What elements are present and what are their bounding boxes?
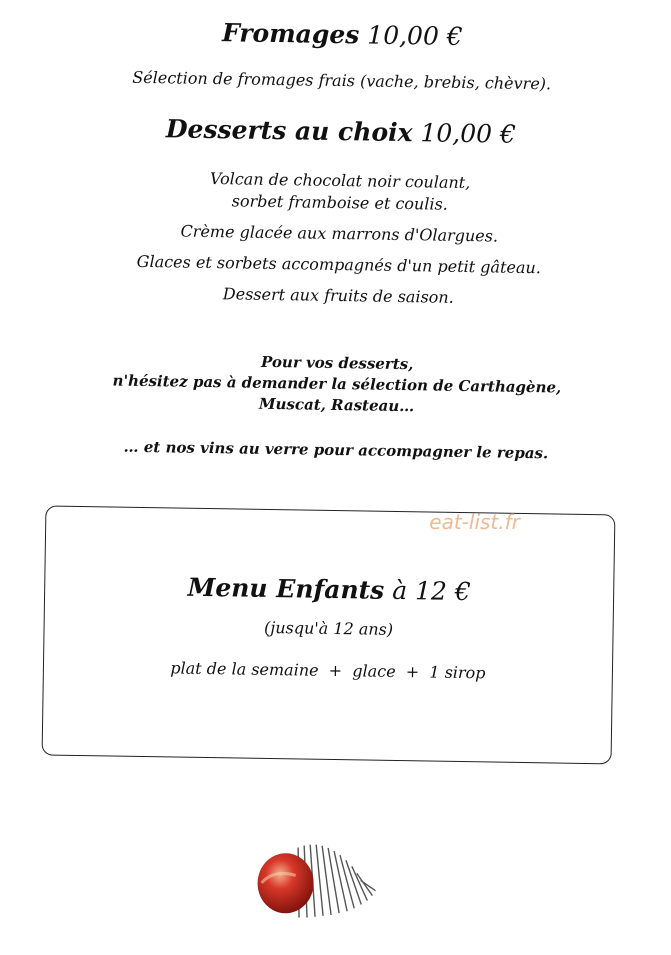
kids-menu-content: plat de la semaine + glace + 1 sirop	[170, 658, 486, 683]
kids-menu-box	[42, 505, 616, 764]
dessert-item: Volcan de chocolat noir coulant,	[209, 169, 471, 193]
desserts-heading	[5, 112, 671, 152]
fromages-price: 10,00 €	[367, 20, 463, 51]
desserts-list	[3, 165, 671, 313]
fromages-heading	[7, 15, 671, 55]
kids-menu-age-limit: (jusqu'à 12 ans)	[263, 617, 394, 639]
note-line: n'hésitez pas à demander la sélection de Carthagène,	[112, 371, 562, 397]
red-fruit-fan-logo-icon	[255, 839, 380, 925]
dessert-item: Glaces et sorbets accompagnés d'un petit gâteau.	[136, 251, 542, 278]
desserts-title: Desserts au choix	[165, 114, 413, 148]
desserts-price: 10,00 €	[420, 118, 517, 149]
wine-by-glass-note: … et nos vins au verre pour accompagner le repas.	[123, 437, 549, 463]
note-line: Muscat, Rasteau…	[258, 394, 415, 416]
note-line: Pour vos desserts,	[260, 352, 414, 374]
fromages-title: Fromages	[221, 18, 360, 50]
dessert-item: Dessert aux fruits de saison.	[222, 284, 454, 307]
kids-menu-title: Menu Enfants	[187, 572, 385, 605]
kids-menu-heading	[45, 570, 613, 608]
kids-menu-price: à 12 €	[391, 575, 471, 607]
fromages-description: Sélection de fromages frais (vache, brebis, chèvre).	[132, 67, 552, 94]
desserts-wine-note	[1, 348, 671, 422]
dessert-item: Crème glacée aux marrons d'Olargues.	[180, 221, 499, 246]
watermark: eat-list.fr	[429, 510, 520, 535]
dessert-item: sorbet framboise et coulis.	[231, 191, 448, 214]
